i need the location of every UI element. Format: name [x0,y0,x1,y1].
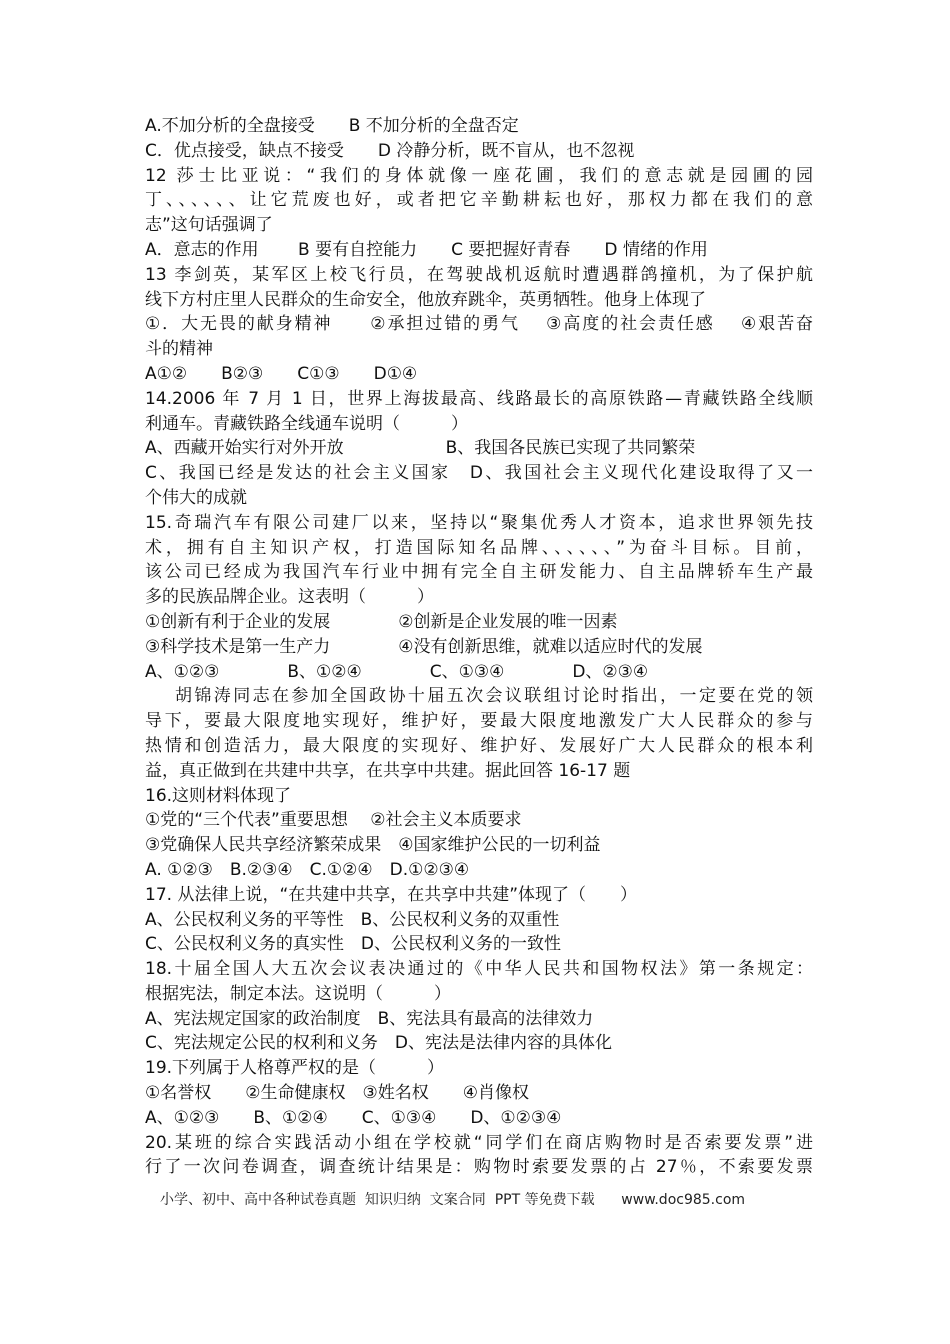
text-line: ①名誉权 ②生命健康权 ③姓名权 ④肖像权 [145,1083,529,1104]
text-line: 线下方村庄里人民群众的生命安全，他放弃跳伞，英勇牺牲。他身上体现了 [145,289,706,310]
text-line: A、公民权利义务的平等性 B、公民权利义务的双重性 [145,909,560,930]
text-line: A、①②③ B、①②④ C、①③④ D、②③④ [145,661,649,682]
text-line: A.不加分析的全盘接受 B 不加分析的全盘否定 [145,116,519,136]
text-line: C、公民权利义务的真实性 D、公民权利义务的一致性 [145,934,561,955]
text-line: ①创新有利于企业的发展 ②创新是企业发展的唯一因素 [145,611,618,632]
text-line: A①② B②③ C①③ D①④ [145,363,418,384]
text-line: 行了一次问卷调查，调查统计结果是：购物时索要发票的占 27％，不索要发票 [145,1157,813,1178]
text-line: 丁、、、、、、让它荒废也好，或者把它辛勤耕耘也好，那权力都在我们的意 [145,190,813,211]
document-body [145,114,813,1180]
text-line: A、宪法规定国家的政治制度 B、宪法具有最高的法律效力 [145,1008,594,1029]
text-line: 18.十届全国人大五次会议表决通过的《中华人民共和国物权法》第一条规定： [145,959,813,980]
text-line: 16.这则材料体现了 [145,785,292,806]
text-line: 胡锦涛同志在参加全国政协十届五次会议联组讨论时指出，一定要在党的领 [175,686,813,707]
text-line: 20.某班的综合实践活动小组在学校就“同学们在商店购物时是否索要发票”进 [145,1132,813,1153]
text-line: 导下，要最大限度地实现好，维护好，要最大限度地激发广大人民群众的参与 [145,711,813,732]
text-line: ①党的“三个代表”重要思想 ②社会主义本质要求 [145,810,522,831]
text-line: 15.奇瑞汽车有限公司建厂以来，坚持以“聚集优秀人才资本，追求世界领先技 [145,512,813,533]
text-line: ①．大无畏的献身精神 ②承担过错的勇气 ③高度的社会责任感 ④艰苦奋 [145,314,813,335]
text-line: 个伟大的成就 [145,487,247,508]
text-line: 术，拥有自主知识产权，打造国际知名品牌、、、、、、”为奋斗目标。目前， [145,537,813,558]
page-footer[interactable]: 小学、初中、高中各种试卷真题 知识归纳 文案合同 PPT 等免费下载 www.doc985.com [160,1192,746,1208]
text-line: 多的民族品牌企业。这表明（ ） [145,587,434,608]
text-line: C．优点接受，缺点不接受 D 冷静分析，既不盲从，也不忽视 [145,140,635,161]
text-line: 19.下列属于人格尊严权的是（ ） [145,1058,445,1079]
text-line: C、宪法规定公民的权利和义务 D、宪法是法律内容的具体化 [145,1033,612,1054]
text-line: 该公司已经成为我国汽车行业中拥有完全自主研发能力、自主品牌轿车生产最 [145,562,813,583]
text-line: 14.2006 年 7 月 1 日，世界上海拔最高、线路最长的高原铁路—青藏铁路全线顺 [145,388,813,409]
text-line: C、我国已经是发达的社会主义国家 D、我国社会主义现代化建设取得了又一 [145,463,813,484]
text-line: 13 李剑英，某军区上校飞行员，在驾驶战机返航时遭遇群鸽撞机，为了保护航 [145,264,813,285]
text-line: A、①②③ B、①②④ C、①③④ D、①②③④ [145,1107,562,1128]
text-line: 益，真正做到在共建中共享，在共享中共建。据此回答 16-17 题 [145,760,631,781]
text-line: 斗的精神 [145,339,213,360]
text-line: A、西藏开始实行对外开放 B、我国各民族已实现了共同繁荣 [145,438,696,459]
text-line: 12 莎士比亚说：“我们的身体就像一座花圃，我们的意志就是园圃的园 [145,165,813,186]
text-line: 根据宪法，制定本法。这说明（ ） [145,983,451,1004]
text-line: ③党确保人民共享经济繁荣成果 ④国家维护公民的一切利益 [145,835,601,856]
text-line: 志”这句话强调了 [145,215,273,236]
text-line: 利通车。青藏铁路全线通车说明（ ） [145,413,468,434]
text-line: ③科学技术是第一生产力 ④没有创新思维，就难以适应时代的发展 [145,636,703,657]
text-line: A. ①②③ B.②③④ C.①②④ D.①②③④ [145,859,470,880]
text-line: 17. 从法律上说，“在共建中共享，在共享中共建”体现了（ ） [145,884,638,905]
text-line: A．意志的作用 B 要有自控能力 C 要把握好青春 D 情绪的作用 [145,239,708,260]
text-line: 热情和创造活力，最大限度的实现好、维护好、发展好广大人民群众的根本利 [145,735,813,756]
